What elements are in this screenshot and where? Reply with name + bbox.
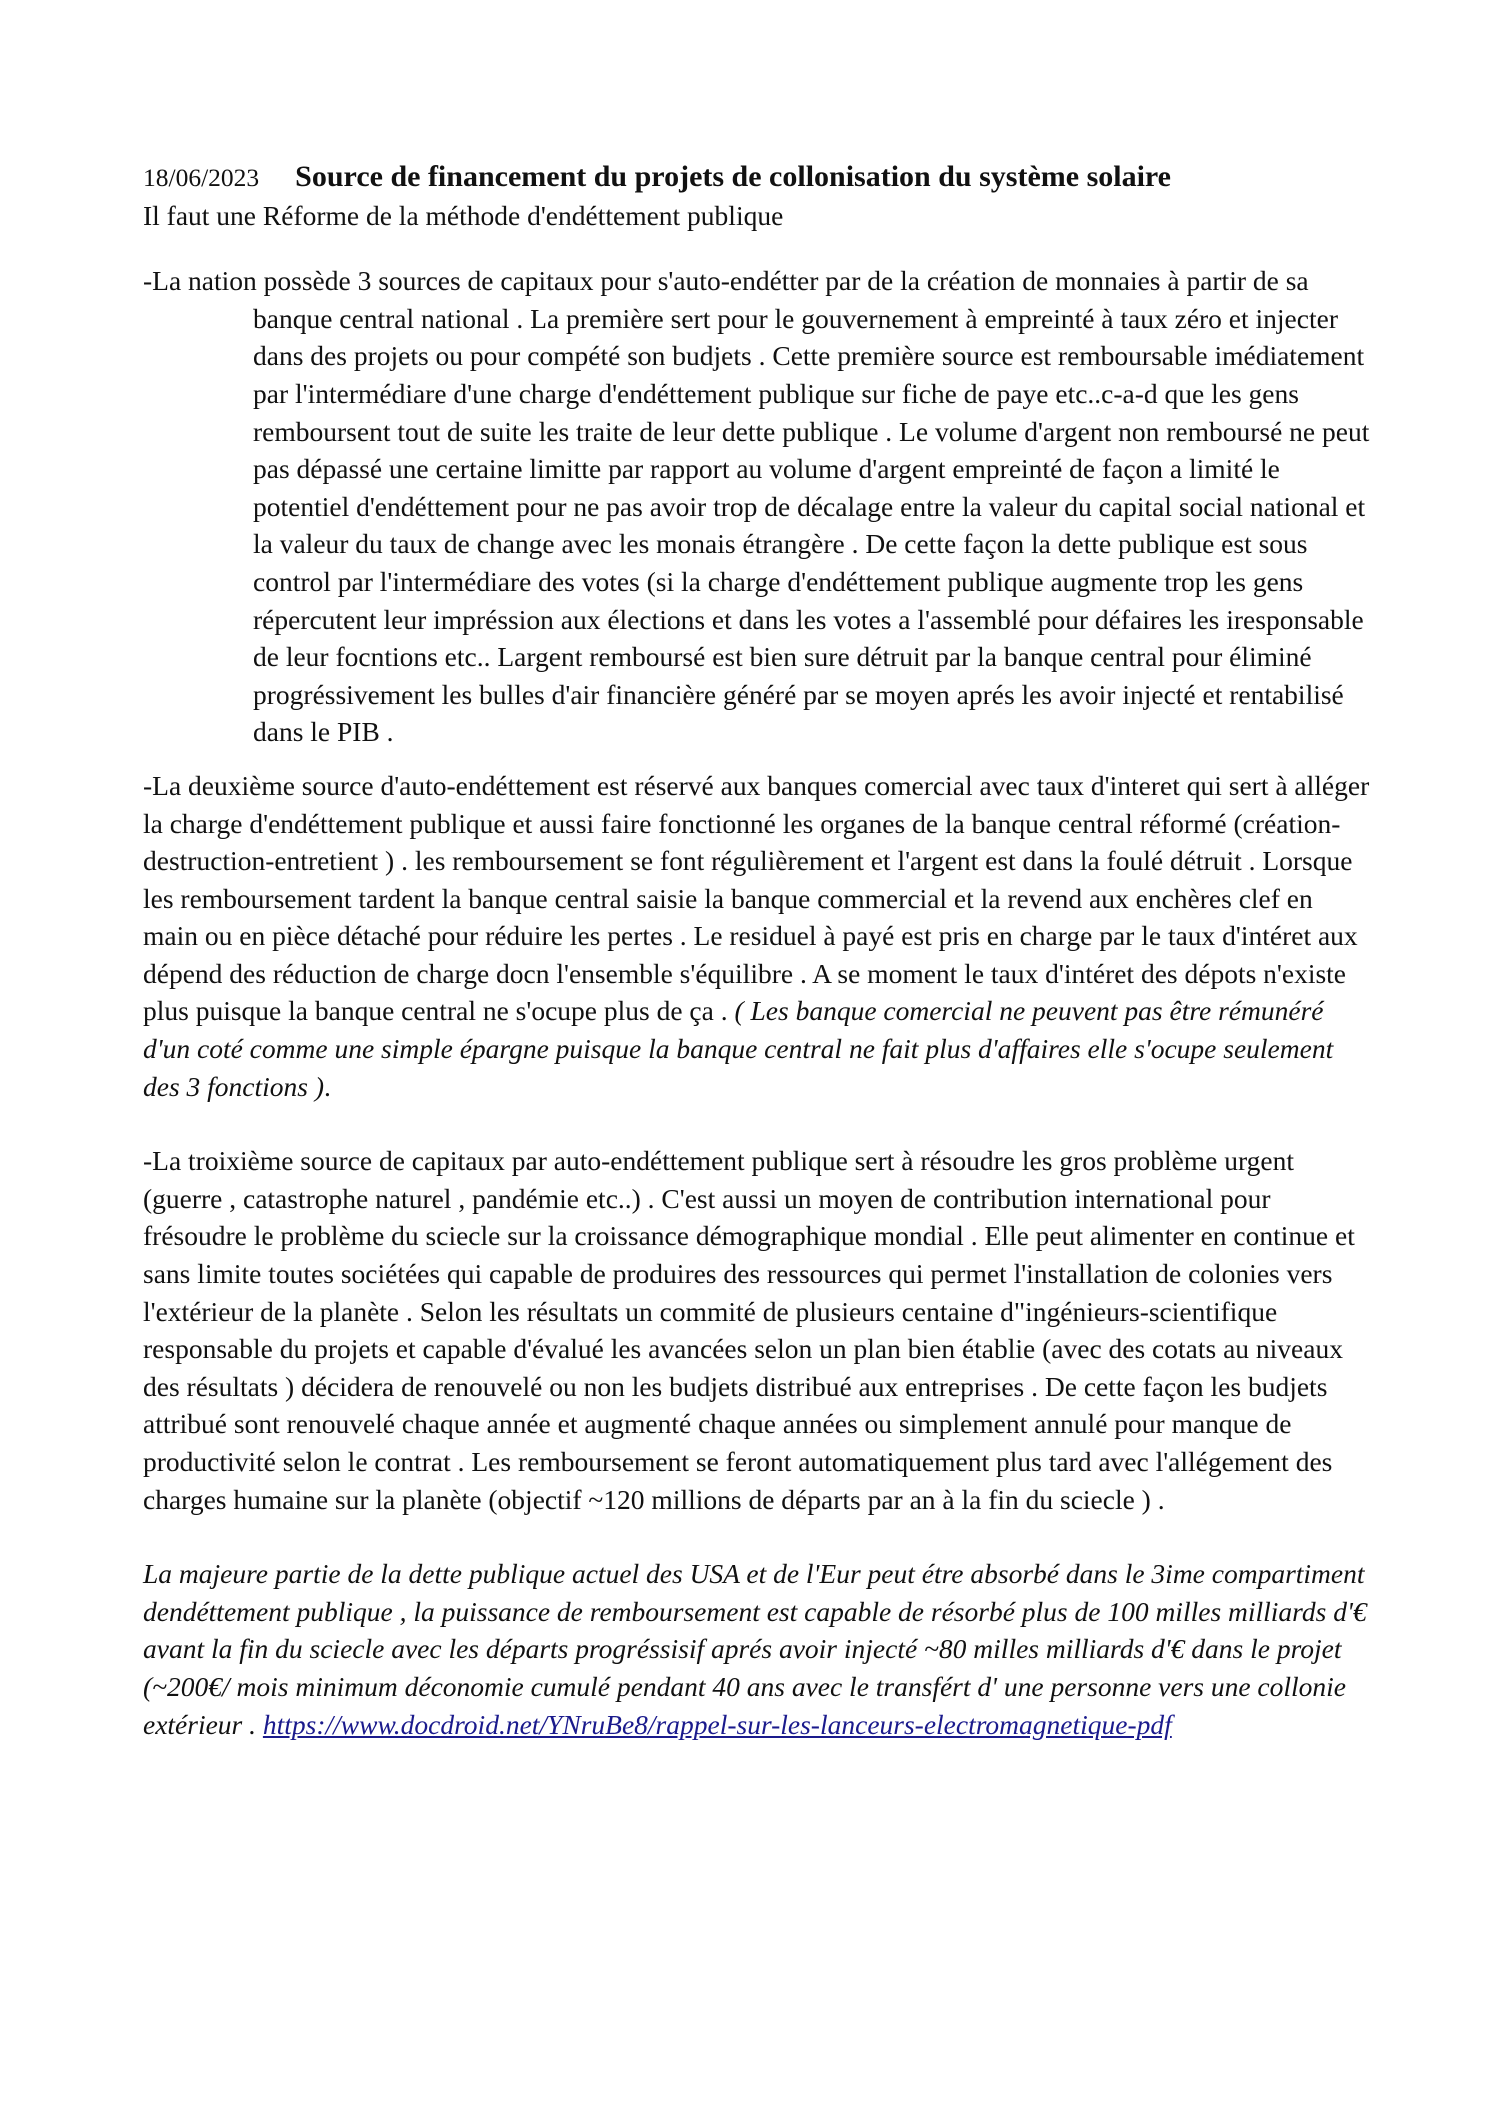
- paragraph-second-source: [143, 767, 1373, 1105]
- paragraph-conclusion: [143, 1555, 1373, 1743]
- paragraph-first-source: -La nation possède 3 sources de capitaux pour s'auto-endétter par de la création de monnaies à partir de sa banque central national . La première sert pour le gouvernement à empreinté à taux zéro et injecter dans des projets ou pour compété son budjets . Cette première source est remboursable imédiatement par l'intermédiare d'une charge d'endéttement publique sur fiche de paye etc..c-a-d que les gens remboursent tout de suite les traite de leur dette publique . Le volume d'argent non remboursé ne peut pas dépassé une certaine limitte par rapport au volume d'argent empreinté de façon a limité le potentiel d'endéttement pour ne pas avoir trop de décalage entre la valeur du capital social national et la valeur du taux de change avec les monais étrangère . De cette façon la dette publique est sous control par l'intermédiare des votes (si la charge d'endéttement publique augmente trop les gens répercutent leur impréssion aux élections et dans les votes a l'assemblé pour défaires les iresponsable de leur focntions etc.. Largent remboursé est bien sure détruit par la banque central pour éliminé progréssivement les bulles d'air financière généré par se moyen aprés les avoir injecté et rentabilisé dans le PIB .: [143, 265, 1370, 748]
- document-title: Source de financement du projets de collonisation du système solaire: [295, 160, 1172, 193]
- document-page: [143, 158, 1373, 1743]
- document-date: 18/06/2023: [143, 163, 260, 192]
- docdroid-link[interactable]: https://www.docdroid.net/YNruBe8/rappel-sur-les-lanceurs-electromagnetique-pdf: [262, 1708, 1172, 1740]
- document-subtitle: Il faut une Réforme de la méthode d'endéttement publique: [143, 199, 784, 231]
- paragraph-second-text: -La deuxième source d'auto-endéttement est réservé aux banques comercial avec taux d'interet qui sert à alléger la charge d'endéttement publique et aussi faire fonctionné les organes de la banque central réformé (création-destruction-entretient ) . les remboursement se font régulièrement et l'argent est dans la foulé détruit . Lorsque les remboursement tardent la banque central saisie la banque commercial et la revend aux enchères clef en main ou en pièce détaché pour réduire les pertes . Le residuel à payé est pris en charge par le taux d'intéret aux dépend des réduction de charge docn l'ensemble s'équilibre . A se moment le taux d'intéret des dépots n'existe plus puisque la banque central ne s'ocupe plus de ça .: [143, 769, 1370, 1027]
- conclusion-text: La majeure partie de la dette publique actuel des USA et de l'Eur peut étre absorbé dans le 3ime compartiment dendéttement publique , la puissance de remboursement est capable de résorbé plus de 100 milles milliards d'€ avant la fin du sciecle avec les départs progréssisif aprés avoir injecté ~80 milles milliards d'€ dans le projet (~200€/ mois minimum déconomie cumulé pendant 40 ans avec le transfért d' une personne vers une collonie extérieur .: [143, 1558, 1367, 1740]
- paragraph-second-note: ( Les banque comercial ne peuvent pas être rémunéré d'un coté comme une simple épargne puisque la banque central ne fait plus d'affaires elle s'ocupe seulement des 3 fonctions ): [143, 995, 1334, 1102]
- paragraph-second-end: .: [324, 1070, 331, 1102]
- paragraph-third-source: -La troixième source de capitaux par auto-endéttement publique sert à résoudre les gros problème urgent (guerre , catastrophe naturel , pandémie etc..) . C'est aussi un moyen de contribution international pour frésoudre le problème du sciecle sur la croissance démographique mondial . Elle peut alimenter en continue et sans limite toutes sociétées qui capable de produires des ressources qui permet l'installation de colonies vers l'extérieur de la planète . Selon les résultats un commité de plusieurs centaine d"ingénieurs-scientifique responsable du projets et capable d'évalué les avancées selon un plan bien établie (avec des cotats au niveaux des résultats ) décidera de renouvelé ou non les budjets distribué aux entreprises . De cette façon les budjets attribué sont renouvelé chaque année et augmenté chaque années ou simplement annulé pour manque de productivité selon le contrat . Les remboursement se feront automatiquement plus tard avec l'allégement des charges humaine sur la planète (objectif ~120 millions de départs par an à la fin du sciecle ) .: [143, 1145, 1355, 1515]
- document-header: [143, 158, 1373, 197]
